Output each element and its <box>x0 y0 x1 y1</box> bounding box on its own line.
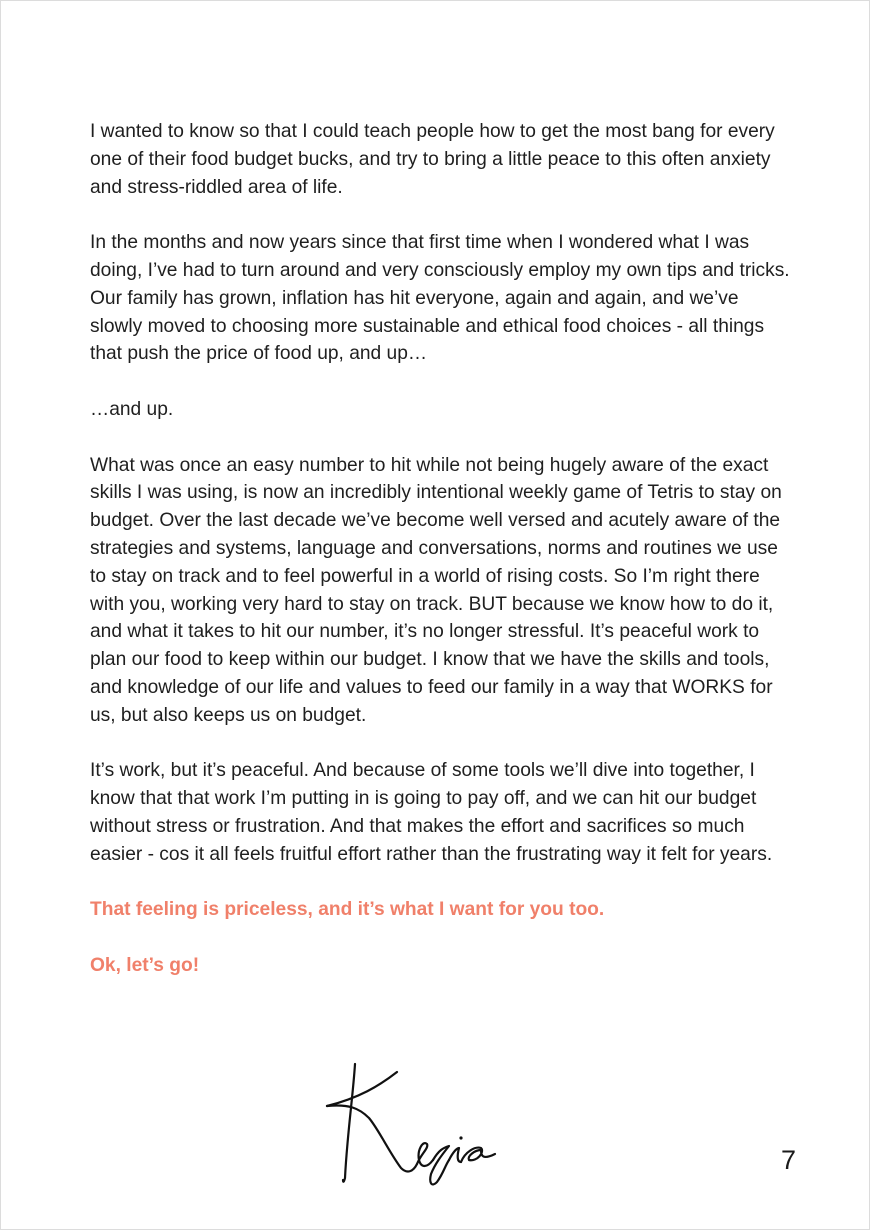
paragraph-3: …and up. <box>90 398 174 420</box>
body-text <box>90 118 790 1008</box>
paragraph-1: I wanted to know so that I could teach people how to get the most bang for every one of their food budget bucks, and try to bring a little peace to this often anxiety and stress-riddled area of life. <box>90 121 775 198</box>
paragraph-2: In the months and now years since that first time when I wondered what I was doing, I’ve had to turn around and very consciously employ my own tips and tricks. Our family has grown, inflation has hit everyone, again and again, and we’ve slowly moved to choosing more sustainable and ethical food choices - all things that push the price of food up, and up… <box>90 232 790 365</box>
paragraph-4: What was once an easy number to hit while not being hugely aware of the exact skills I was using, is now an incredibly intentional weekly game of Tetris to stay on budget. Over the last decade we’ve become well versed and acutely aware of the strategies and systems, language and conversations, norms and routines we use to stay on track and to feel powerful in a world of rising costs. So I’m right there with you, working very hard to stay on track. BUT because we know how to do it, and what it takes to hit our number, it’s no longer stressful. It’s peaceful work to plan our food to keep within our budget. I know that we have the skills and tools, and knowledge of our life and values to feed our family in a way that WORKS for us, but also keeps us on budget. <box>90 454 782 726</box>
closing-line: Ok, let’s go! <box>90 954 200 976</box>
paragraph-5: It’s work, but it’s peaceful. And because of some tools we’ll dive into together, I know that that work I’m putting in is going to pay off, and we can hit our budget without stress or frustration. And that makes the effort and sacrifices so much easier - cos it all feels fruitful effort rather than the frustrating way it felt for years. <box>90 760 773 865</box>
handwritten-signature <box>319 1056 509 1191</box>
page-number: 7 <box>781 1145 797 1175</box>
highlight-quote: That feeling is priceless, and it’s what I want for you too. <box>90 899 605 921</box>
